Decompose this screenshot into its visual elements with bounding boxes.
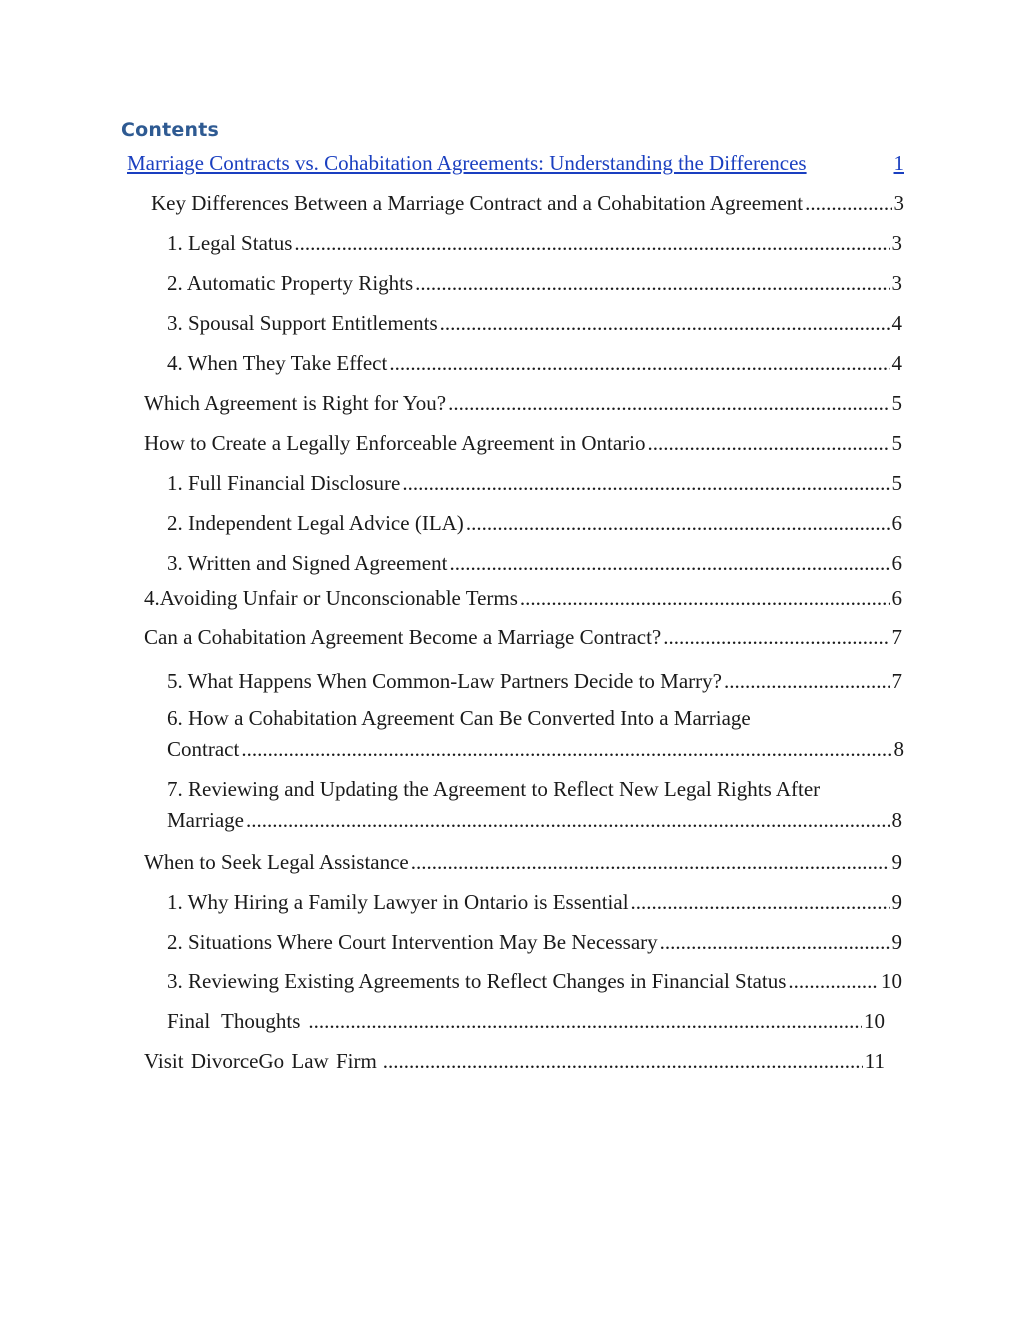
toc-leader — [383, 1046, 863, 1077]
toc-leader — [631, 887, 890, 918]
toc-page-number: 4 — [891, 351, 902, 375]
toc-page-number: 7 — [891, 669, 902, 693]
toc-page-number: 1 — [893, 151, 904, 175]
toc-entry-financial-disclosure[interactable] — [167, 468, 902, 499]
toc-entry-which-agreement[interactable] — [144, 388, 902, 419]
toc-leader — [788, 966, 879, 997]
toc-entry-title: Visit DivorceGo Law Firm — [144, 1049, 377, 1073]
toc-leader — [294, 228, 889, 259]
toc-page-number: 6 — [891, 551, 902, 575]
toc-page-number: 6 — [891, 511, 902, 535]
toc-entry-title: Avoiding Unfair or Unconscionable Terms — [159, 586, 518, 610]
toc-entry-title: 1. Full Financial Disclosure — [167, 471, 401, 495]
toc-leader — [724, 666, 890, 697]
toc-page-number: 8 — [891, 808, 902, 832]
toc-entry-reviewing-updating[interactable] — [167, 774, 902, 836]
toc-leader — [241, 734, 891, 765]
toc-leader — [246, 805, 890, 836]
toc-entry-legal-status[interactable] — [167, 228, 902, 259]
toc-page-number: 6 — [891, 586, 902, 610]
toc-entry-title: 4. When They Take Effect — [167, 351, 388, 375]
toc-leader — [308, 1006, 862, 1037]
toc-entry-final-thoughts[interactable] — [167, 1006, 885, 1037]
toc-entry-title: Key Differences Between a Marriage Contract and a Cohabitation Agreement — [151, 191, 804, 215]
toc-entry-title: Final Thoughts — [167, 1009, 301, 1033]
toc-page-number: 9 — [891, 890, 902, 914]
toc-page-number: 3 — [891, 231, 902, 255]
toc-entry-key-differences[interactable] — [151, 188, 904, 219]
toc-entry-title: Can a Cohabitation Agreement Become a Marriage Contract? — [144, 625, 662, 649]
toc-page-number: 4 — [891, 311, 902, 335]
toc-entry-create-agreement[interactable] — [144, 428, 902, 459]
toc-entry-title: 5. What Happens When Common-Law Partners Decide to Marry? — [167, 669, 722, 693]
toc-page-number: 11 — [864, 1049, 885, 1073]
toc-leader — [411, 847, 890, 878]
toc-entry-legal-assistance[interactable] — [144, 847, 902, 878]
toc-entry-title-line1: 6. How a Cohabitation Agreement Can Be Converted Into a Marriage — [167, 706, 751, 730]
toc-entry-title: 2. Independent Legal Advice (ILA) — [167, 511, 464, 535]
toc-entry-title: How to Create a Legally Enforceable Agreement in Ontario — [144, 431, 646, 455]
toc-entry-title: 2. Situations Where Court Intervention May Be Necessary — [167, 930, 658, 954]
toc-entry-written-signed[interactable] — [167, 548, 902, 579]
toc-entry-title: 3. Written and Signed Agreement — [167, 551, 448, 575]
toc-entry-take-effect[interactable] — [167, 348, 902, 379]
toc-entry-unfair-terms[interactable] — [144, 583, 902, 614]
toc-leader — [440, 308, 890, 339]
toc-leader — [520, 583, 890, 614]
toc-entry-become-marriage-contract[interactable] — [144, 622, 902, 653]
toc-page-number: 10 — [864, 1009, 885, 1033]
toc-page-number: 8 — [893, 737, 904, 761]
toc-heading: Contents — [121, 119, 220, 141]
toc-page-number: 5 — [891, 391, 902, 415]
toc-page-number: 10 — [881, 969, 902, 993]
toc-entry-title: 1. Why Hiring a Family Lawyer in Ontario is Essential — [167, 890, 629, 914]
toc-entry-main-title[interactable] — [127, 148, 904, 179]
toc-page-number: 3 — [893, 191, 904, 215]
toc-entry-legal-advice[interactable] — [167, 508, 902, 539]
toc-leader — [449, 548, 889, 579]
toc-entry-spousal-support[interactable] — [167, 308, 902, 339]
toc-entry-title: 3. Spousal Support Entitlements — [167, 311, 438, 335]
toc-leader — [402, 468, 889, 499]
toc-leader — [663, 622, 889, 653]
toc-entry-number: 4. — [144, 586, 160, 610]
toc-leader — [805, 188, 891, 219]
toc-entry-title: 1. Legal Status — [167, 231, 293, 255]
toc-entry-converted[interactable] — [167, 703, 904, 765]
toc-leader — [448, 388, 889, 419]
toc-page-number: 5 — [891, 471, 902, 495]
toc-entry-decide-to-marry[interactable] — [167, 666, 902, 697]
toc-entry-title-line2: Contract — [167, 737, 240, 761]
toc-leader — [647, 428, 889, 459]
toc-entry-title: 2. Automatic Property Rights — [167, 271, 414, 295]
toc-page-number: 9 — [891, 930, 902, 954]
toc-entry-title: Marriage Contracts vs. Cohabitation Agreements: Understanding the Differences — [127, 151, 807, 175]
toc-entry-title: When to Seek Legal Assistance — [144, 850, 409, 874]
toc-entry-title: 3. Reviewing Existing Agreements to Reflect Changes in Financial Status — [167, 969, 787, 993]
toc-page-number: 3 — [891, 271, 902, 295]
toc-leader — [415, 268, 889, 299]
toc-page-number: 7 — [891, 625, 902, 649]
toc-entry-title: Which Agreement is Right for You? — [144, 391, 447, 415]
toc-page-number: 5 — [891, 431, 902, 455]
toc-leader — [466, 508, 890, 539]
toc-entry-visit-firm[interactable] — [144, 1046, 885, 1077]
toc-entry-court-intervention[interactable] — [167, 927, 902, 958]
toc-entry-property-rights[interactable] — [167, 268, 902, 299]
toc-page-number: 9 — [891, 850, 902, 874]
toc-entry-existing-agreements[interactable] — [167, 966, 902, 997]
toc-leader — [389, 348, 889, 379]
toc-entry-title-line2: Marriage — [167, 808, 244, 832]
toc-entry-title-line1: 7. Reviewing and Updating the Agreement to Reflect New Legal Rights After — [167, 777, 821, 801]
toc-entry-hiring-lawyer[interactable] — [167, 887, 902, 918]
toc-leader — [660, 927, 890, 958]
